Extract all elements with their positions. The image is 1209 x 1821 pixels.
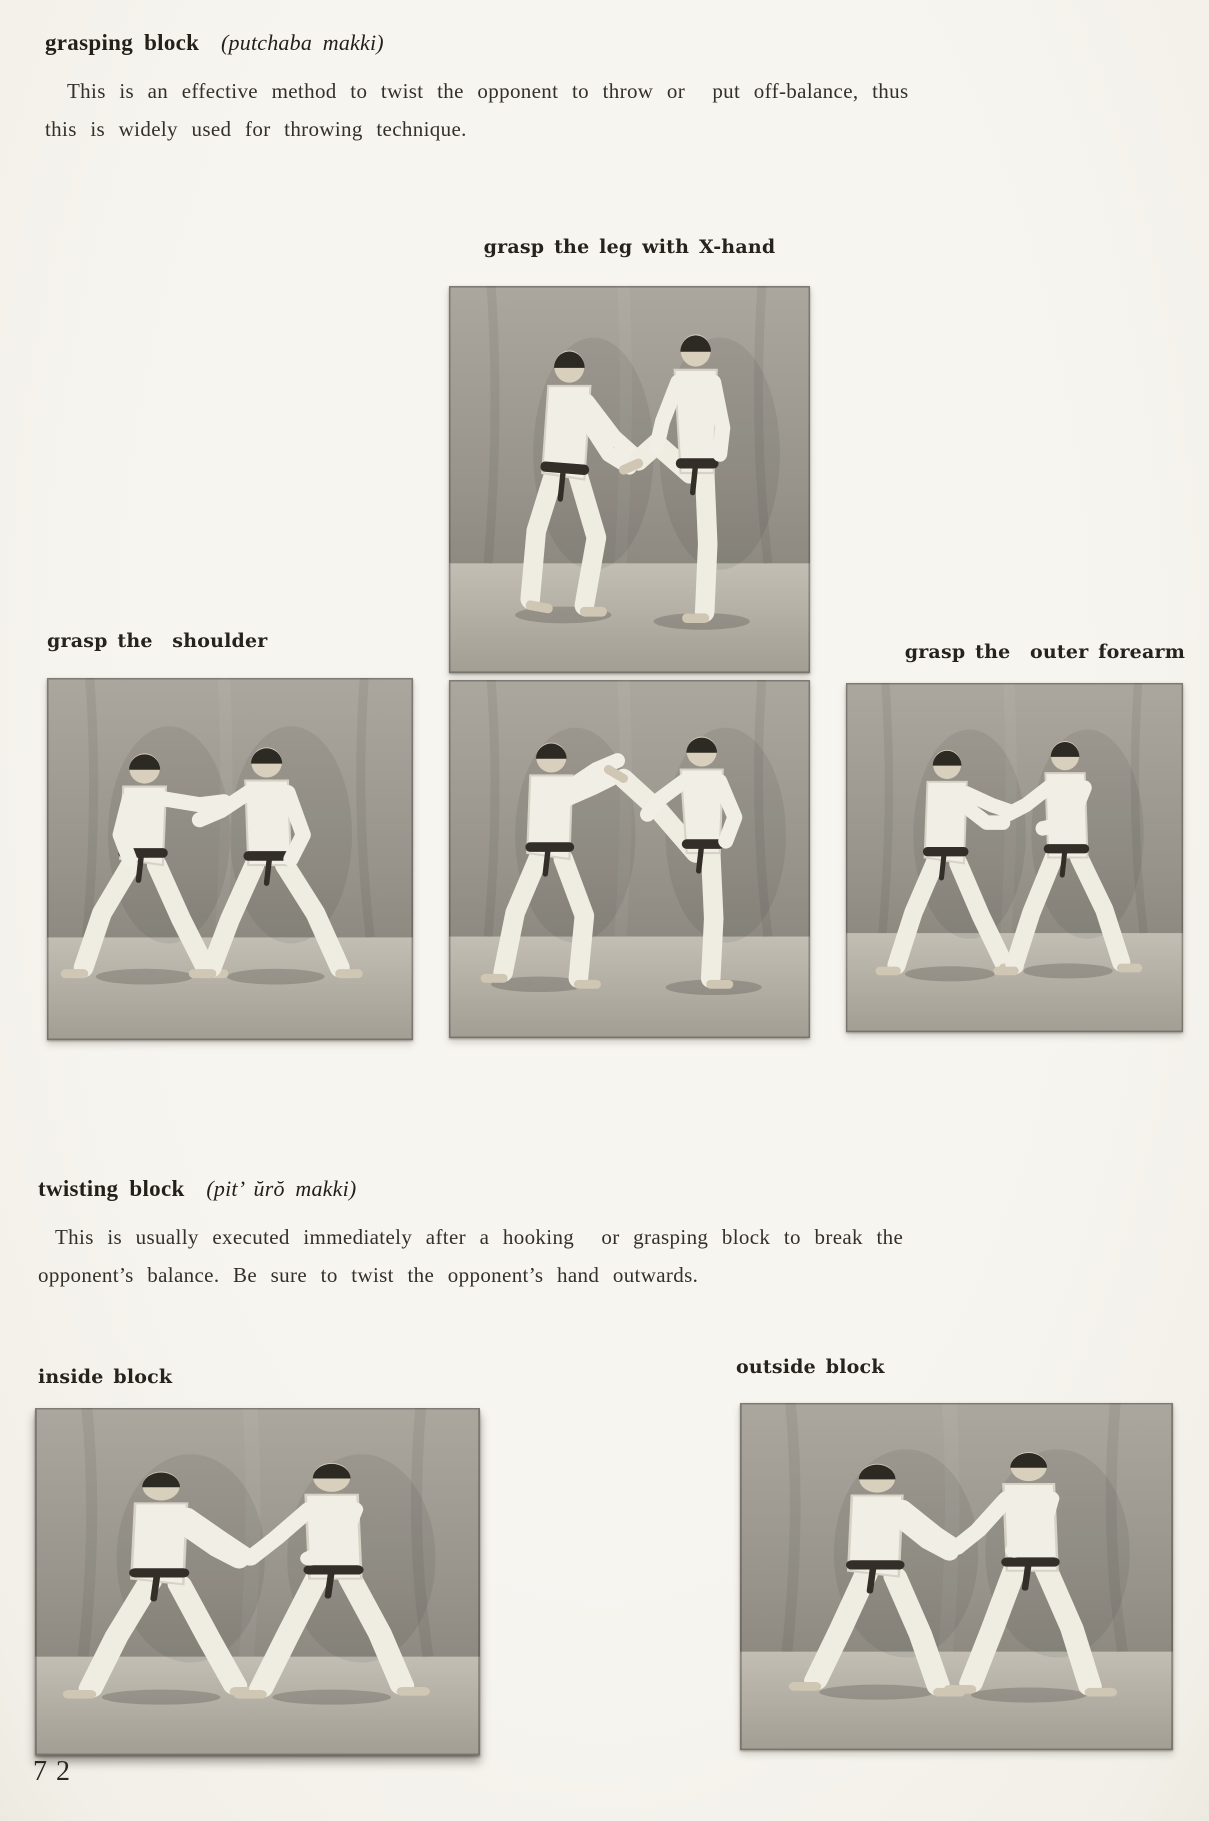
photograph-illustration [449,680,810,1038]
section-title-text: twisting block [38,1176,185,1201]
caption-grasp-shoulder: grasp the shoulder [47,630,268,652]
photo-grasp-shoulder [47,678,413,1040]
photograph-illustration [47,678,413,1040]
paragraph-line: this is widely used for throwing technique. [45,117,467,141]
photograph-illustration [35,1408,480,1755]
section-title-romanization [196,1176,207,1201]
paragraph-line: opponent’s balance. Be sure to twist the opponent’s hand outwards. [38,1263,699,1287]
photo-outside-block [740,1403,1173,1750]
section-title-romanization [210,30,221,55]
photograph-illustration [740,1403,1173,1750]
caption-outside-block: outside block [736,1356,885,1378]
romanization-text: (pit’ ŭrŏ makki) [206,1176,357,1201]
photograph-illustration [449,286,810,673]
grasping-paragraph [45,72,1155,148]
caption-grasp-leg-x-hand: grasp the leg with X-hand [483,236,776,258]
section-title-text: grasping block [45,30,200,55]
paragraph-line: This is usually executed immediately after a hooking or grasping block to break the [55,1225,904,1249]
page-number: 72 [33,1756,79,1787]
twisting-paragraph [38,1218,1158,1294]
photo-grasp-leg-with-x-hand [449,286,810,673]
photo-grasp-outer-forearm [846,683,1183,1032]
photo-catch-kick [449,680,810,1038]
caption-inside-block: inside block [38,1366,173,1388]
caption-grasp-outer-forearm: grasp the outer forearm [904,641,1185,663]
paragraph-line: This is an effective method to twist the opponent to throw or put off-balance, thus [67,79,909,103]
romanization-text: (putchaba makki) [221,30,384,55]
photograph-illustration [846,683,1183,1032]
photo-inside-block [35,1408,480,1755]
section-title-twisting [38,1176,356,1202]
section-title-grasping [45,30,384,56]
